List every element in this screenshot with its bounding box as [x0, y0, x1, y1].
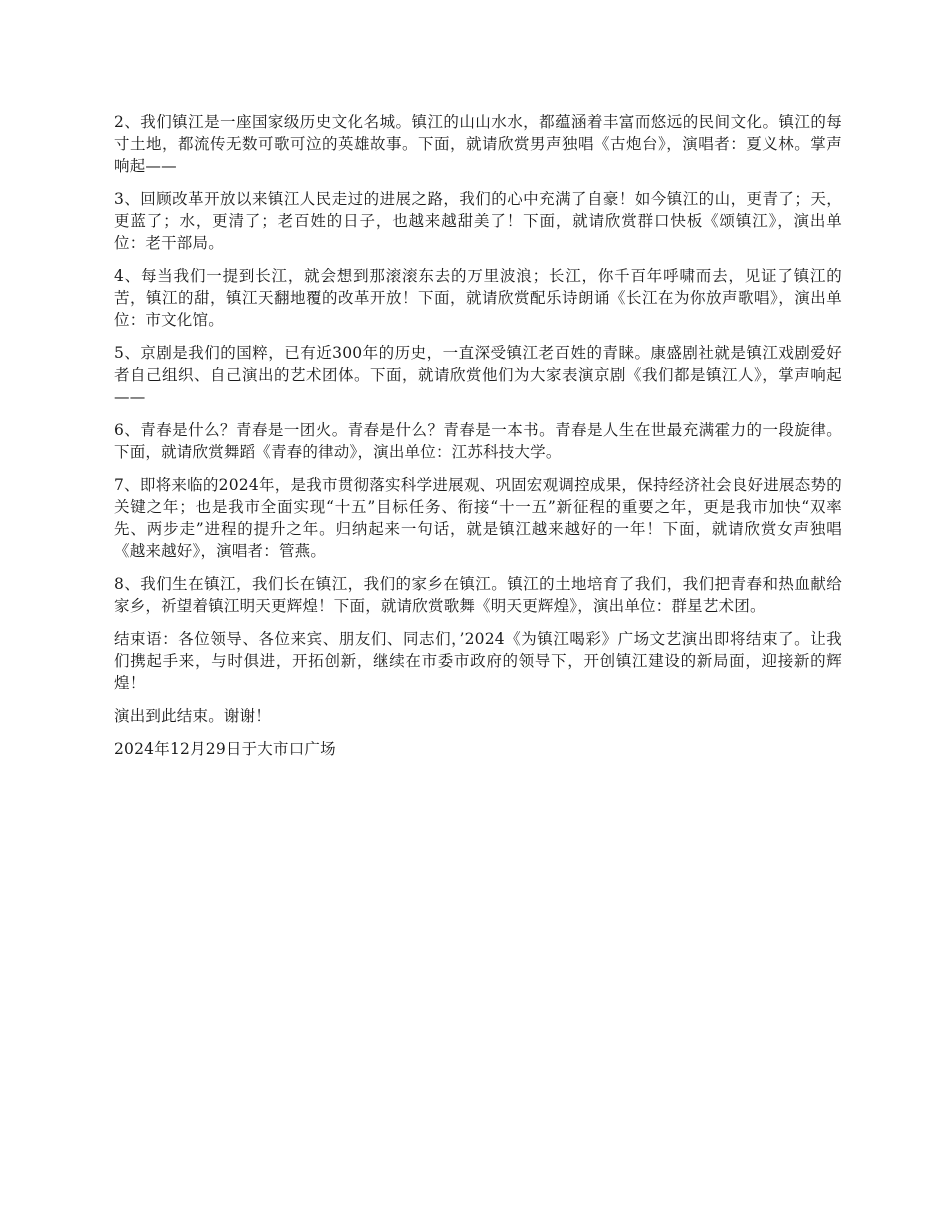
paragraph-date-location: 2024年12月29日于大市口广场	[114, 740, 336, 758]
paragraph-program-7: 7、即将来临的2024年，是我市贯彻落实科学进展观、巩固宏观调控成果，保持经济社会良好进展态势的关键之年；也是我市全面实现“十五”目标任务、衔接“十一五”新征程的重要之年，更是我市加快“双率先、两步走”进程的提升之年。归纳起来一句话，就是镇江越来越好的一年！下面，就请欣赏女声独唱《越来越好》，演唱者：管燕。	[114, 476, 842, 560]
document-body	[114, 111, 842, 771]
paragraph-program-8: 8、我们生在镇江，我们长在镇江，我们的家乡在镇江。镇江的土地培育了我们，我们把青春和热血献给家乡，祈望着镇江明天更辉煌！下面，就请欣赏歌舞《明天更辉煌》，演出单位：群星艺术团。	[114, 575, 842, 615]
paragraph-program-4: 4、每当我们一提到长江，就会想到那滚滚东去的万里波浪；长江，你千百年呼啸而去，见证了镇江的苦，镇江的甜，镇江天翻地覆的改革开放！下面，就请欣赏配乐诗朗诵《长江在为你放声歌唱》，演出单位：市文化馆。	[114, 267, 842, 329]
paragraph-program-5: 5、京剧是我们的国粹，已有近300年的历史，一直深受镇江老百姓的青睐。康盛剧社就是镇江戏剧爱好者自己组织、自己演出的艺术团体。下面，就请欣赏他们为大家表演京剧《我们都是镇江人》，掌声响起——	[114, 344, 842, 406]
paragraph-program-2: 2、我们镇江是一座国家级历史文化名城。镇江的山山水水，都蕴涵着丰富而悠远的民间文化。镇江的每寸土地，都流传无数可歌可泣的英雄故事。下面，就请欣赏男声独唱《古炮台》，演唱者：夏义林。掌声响起——	[114, 113, 842, 175]
paragraph-program-3: 3、回顾改革开放以来镇江人民走过的进展之路，我们的心中充满了自豪！如今镇江的山，更青了；天，更蓝了；水，更清了；老百姓的日子，也越来越甜美了！下面，就请欣赏群口快板《颂镇江》，演出单位：老干部局。	[114, 190, 842, 252]
paragraph-end-thanks: 演出到此结束。谢谢！	[114, 707, 272, 725]
paragraph-closing-remarks: 结束语：各位领导、各位来宾、朋友们、同志们，’2024《为镇江喝彩》广场文艺演出即将结束了。让我们携起手来，与时俱进，开拓创新，继续在市委市政府的领导下，开创镇江建设的新局面，迎接新的辉煌！	[114, 630, 842, 692]
paragraph-program-6: 6、青春是什么？青春是一团火。青春是什么？青春是一本书。青春是人生在世最充满霍力的一段旋律。下面，就请欣赏舞蹈《青春的律动》，演出单位：江苏科技大学。	[114, 421, 842, 461]
